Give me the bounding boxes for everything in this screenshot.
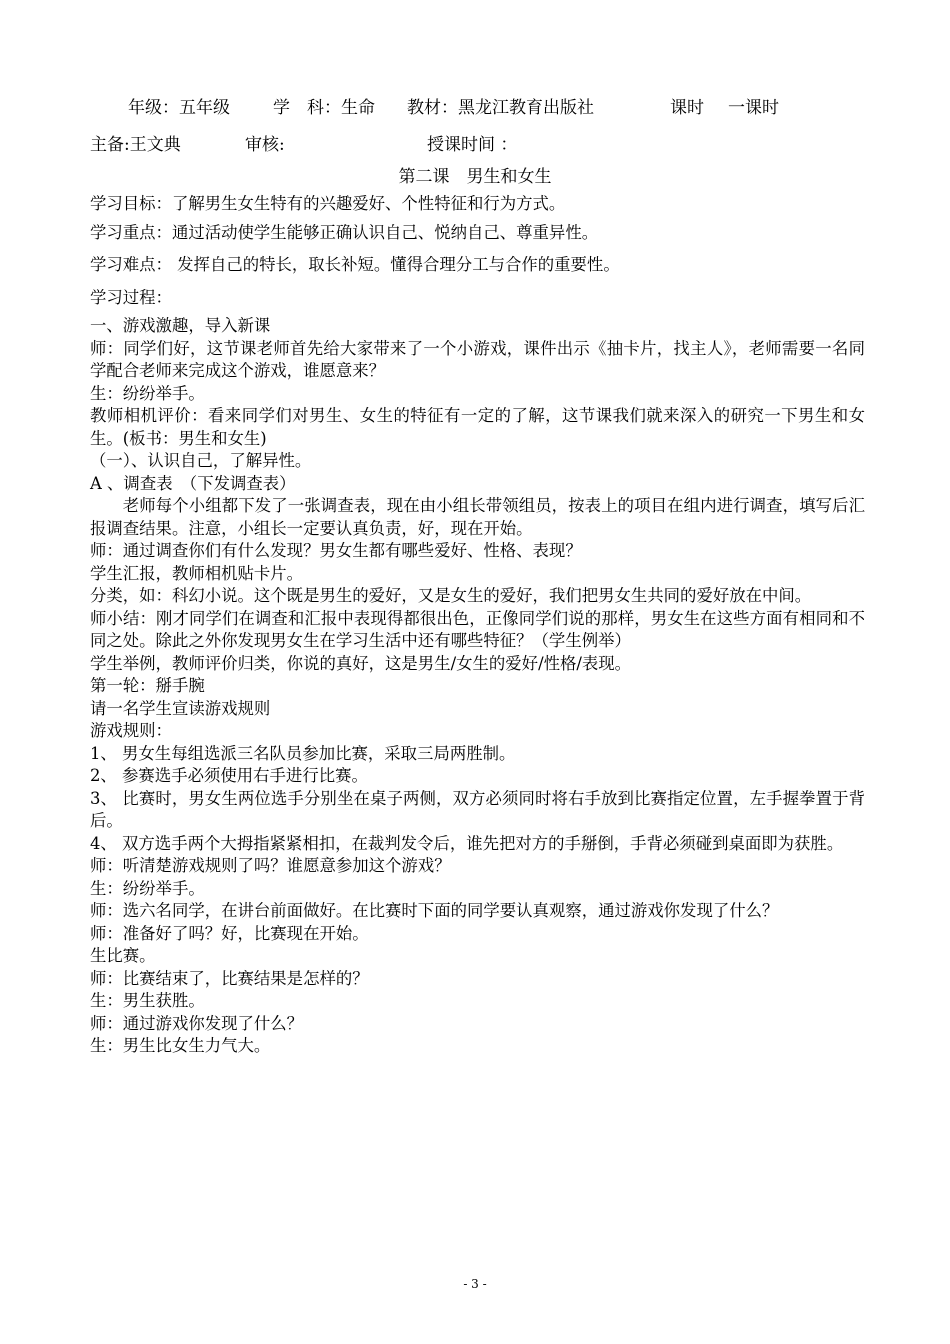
page-number: - 3 - xyxy=(463,1277,487,1291)
paragraph: 游戏规则： xyxy=(90,721,172,740)
paragraph: 师：通过调查你们有什么发现？男女生都有哪些爱好、性格、表现？ xyxy=(90,541,582,560)
paragraph: 师小结：刚才同学们在调查和汇报中表现得都很出色，正像同学们说的那样，男女生在这些方面有相同和不同之处。除此之外你发现男女生在学习生活中还有哪些特征？（学生例举） xyxy=(90,608,865,650)
rule-item-1: 1、 男女生每组选派三名队员参加比赛，采取三局两胜制。 xyxy=(90,743,516,763)
textbook-field: 教材：黑龙江教育出版社 xyxy=(407,98,594,118)
paragraph-section-1: 一、游戏激趣，导入新课 xyxy=(90,316,271,335)
paragraph: 第一轮：掰手腕 xyxy=(90,676,205,695)
header-row-1 xyxy=(0,97,950,121)
lesson-title: 第二课 男生和女生 xyxy=(398,167,552,187)
teach-time-field: 授课时间 ： xyxy=(427,135,518,155)
paragraph: 教师相机评价：看来同学们对男生、女生的特征有一定的了解，这节课我们就来深入的研究一下男生和女生。(板书：男生和女生) xyxy=(90,406,865,448)
period-label: 课时 xyxy=(670,98,704,118)
paragraph-process-heading: 学习过程： xyxy=(90,287,172,307)
paragraph: 生：男生获胜。 xyxy=(90,991,205,1010)
paragraph: 分类，如：科幻小说。这个既是男生的爱好，又是女生的爱好，我们把男女生共同的爱好放在中间。 xyxy=(90,586,812,605)
paragraph: 师：准备好了吗？好，比赛现在开始。 xyxy=(90,923,369,943)
paragraph: 师：听清楚游戏规则了吗？谁愿意参加这个游戏？ xyxy=(90,856,451,875)
paragraph: 师：比赛结束了，比赛结果是怎样的？ xyxy=(90,968,369,988)
paragraph: 师：选六名同学，在讲台前面做好。在比赛时下面的同学要认真观察，通过游戏你发现了什么？ xyxy=(90,901,779,920)
reviewer-field: 审核: xyxy=(245,135,285,155)
paragraph: 老师每个小组都下发了一张调查表，现在由小组长带领组员，按表上的项目在组内进行调查，填写后汇报调查结果。注意，小组长一定要认真负责，好，现在开始。 xyxy=(90,496,865,538)
paragraph: 请一名学生宣读游戏规则 xyxy=(90,698,271,718)
subject-field: 学 科：生命 xyxy=(273,98,375,118)
paragraph-key-point: 学习重点：通过活动使学生能够正确认识自己、悦纳自己、尊重异性。 xyxy=(90,222,599,242)
paragraph-goal: 学习目标：了解男生女生特有的兴趣爱好、个性特征和行为方式。 xyxy=(90,194,566,213)
rule-item-3: 3、 比赛时，男女生两位选手分别坐在桌子两侧，双方必须同时将右手放到比赛指定位置，左手握拳置于背后。 xyxy=(90,788,865,830)
rule-item-2: 2、 参赛选手必须使用右手进行比赛。 xyxy=(90,766,368,785)
paragraph: 生比赛。 xyxy=(90,946,156,965)
lesson-body xyxy=(90,193,865,1058)
paragraph: 师：通过游戏你发现了什么？ xyxy=(90,1013,304,1033)
rule-item-4: 4、 双方选手两个大拇指紧紧相扣，在裁判发令后，谁先把对方的手掰倒，手背必须碰到桌面即为获胜。 xyxy=(90,833,844,853)
header-row-2 xyxy=(0,134,950,158)
preparer-field: 主备:王文典 xyxy=(90,135,181,155)
paragraph: （一）、认识自己，了解异性。 xyxy=(90,451,312,470)
paragraph: 生：纷纷举手。 xyxy=(90,878,205,898)
paragraph: 学生汇报，教师相机贴卡片。 xyxy=(90,563,304,583)
grade-field: 年级：五年级 xyxy=(128,98,230,118)
paragraph-difficulty: 学习难点： 发挥自己的特长，取长补短。懂得合理分工与合作的重要性。 xyxy=(90,255,620,274)
paragraph: A 、调查表 （下发调查表） xyxy=(90,473,296,493)
paragraph: 学生举例，教师评价归类，你说的真好，这是男生/女生的爱好/性格/表现。 xyxy=(90,653,632,673)
period-value: 一课时 xyxy=(728,98,779,118)
paragraph: 生：纷纷举手。 xyxy=(90,383,205,403)
paragraph: 生：男生比女生力气大。 xyxy=(90,1036,271,1055)
paragraph: 师：同学们好，这节课老师首先给大家带来了一个小游戏，课件出示《抽卡片，找主人》，老师需要一名同学配合老师来完成这个游戏，谁愿意来？ xyxy=(90,338,865,380)
